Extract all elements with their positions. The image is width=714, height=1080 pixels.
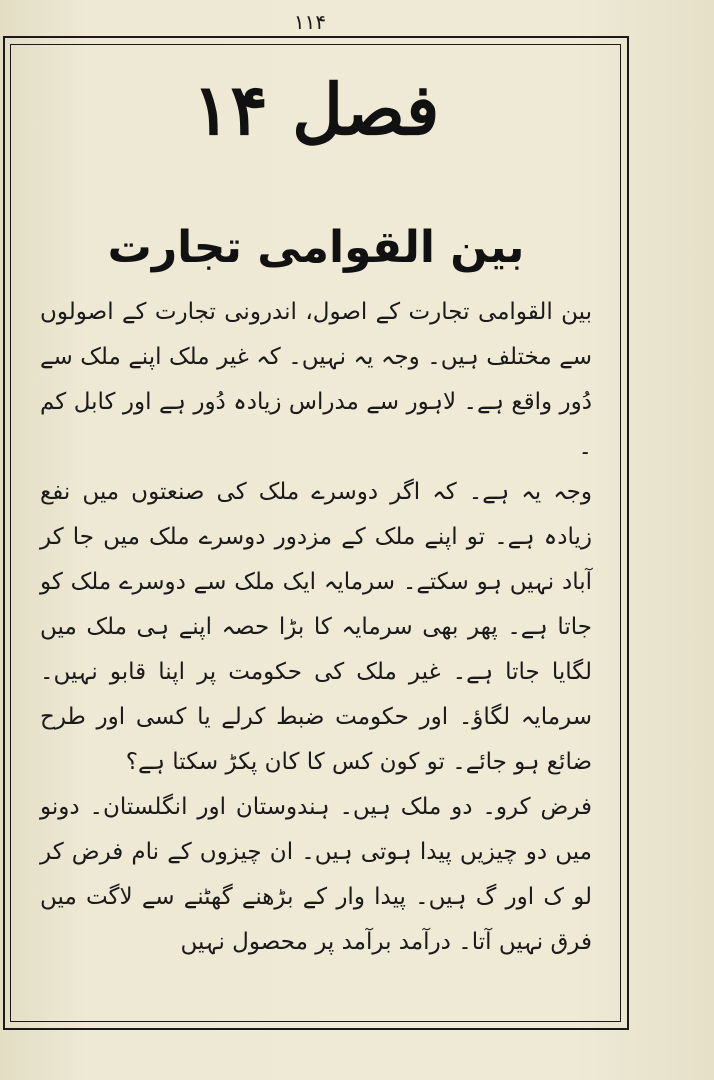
paragraph-1: بین القوامی تجارت کے اصول، اندرونی تجارت کے اصولوں سے مختلف ہیں۔ وجہ یہ نہیں۔ کہ غیر ملک اپنے ملک سے دُور واقع ہے۔ لاہور سے مدراس زیادہ دُور ہے اور کابل کم ۔ xyxy=(40,299,592,460)
paragraph-3: فرض کرو۔ دو ملک ہیں۔ ہندوستان اور انگلستان۔ دونو میں دو چیزیں پیدا ہوتی ہیں۔ ان چیزوں کے نام فرض کر لو ک اور گ ہیں۔ پیدا وار کے بڑھنے گھٹنے سے لاگت میں فرق نہیں آتا۔ درآمد برآمد پر محصول نہیں xyxy=(40,794,592,955)
page-number: ۱۱۴ xyxy=(293,10,327,34)
paragraph-2: وجہ یہ ہے۔ کہ اگر دوسرے ملک کی صنعتوں میں نفع زیادہ ہے۔ تو اپنے ملک کے مزدور دوسرے ملک میں جا کر آباد نہیں ہو سکتے۔ سرمایہ ایک ملک سے دوسرے ملک کو جاتا ہے۔ پھر بھی سرمایہ کا بڑا حصہ اپنے ہی ملک میں لگایا جاتا ہے۔ غیر ملک کی حکومت پر اپنا قابو نہیں۔ سرمایہ لگاؤ۔ اور حکومت ضبط کرلے یا کسی اور طرح ضائع ہو جائے۔ تو کون کس کا کان پکڑ سکتا ہے؟ xyxy=(40,479,592,775)
body-text xyxy=(40,290,592,965)
chapter-title: بین القوامی تجارت xyxy=(107,222,525,273)
chapter-heading: فصل ۱۴ xyxy=(192,68,440,151)
